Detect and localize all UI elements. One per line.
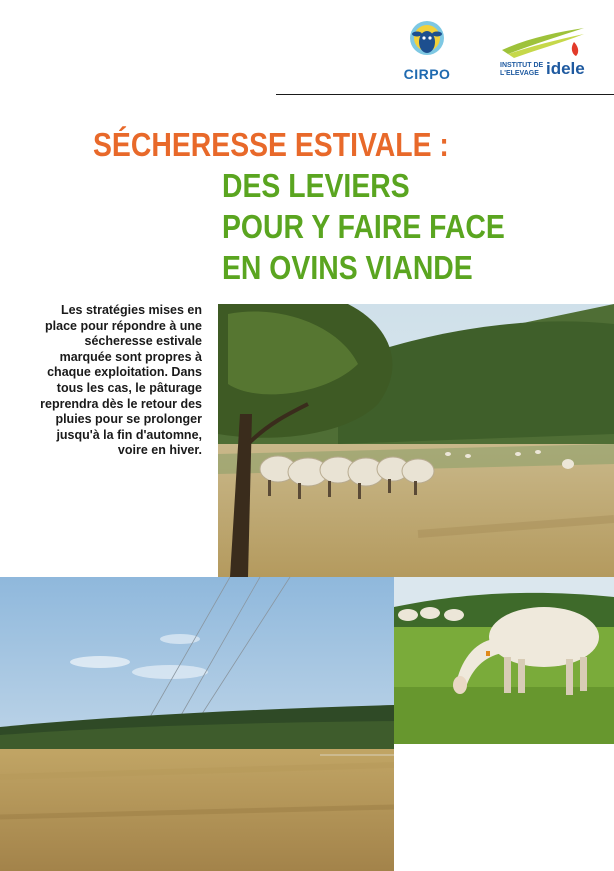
grazing-sheep-photo xyxy=(394,577,614,744)
cirpo-wordmark: CIRPO xyxy=(403,66,451,82)
sheep-face-icon xyxy=(409,20,445,64)
dry-pasture-field-photo xyxy=(0,577,394,871)
idele-institute-label: INSTITUT DE L'ELEVAGE xyxy=(500,62,544,77)
page-title-line-3: POUR Y FAIRE FACE xyxy=(222,208,505,245)
page-title-line-2: DES LEVIERS xyxy=(222,167,410,204)
swoosh-icon xyxy=(498,22,590,62)
idele-logo xyxy=(498,22,590,82)
flock-under-tree-photo xyxy=(218,304,614,577)
header-divider xyxy=(276,94,614,95)
page-title-line-1: SÉCHERESSE ESTIVALE : xyxy=(93,126,449,163)
idele-wordmark: idele xyxy=(546,59,585,78)
cirpo-logo xyxy=(392,20,462,84)
page-title-line-4: EN OVINS VIANDE xyxy=(222,249,473,286)
intro-paragraph: Les stratégies mises en place pour répondre à une sécheresse estivale marquée sont propres à chaque exploitation. Dans tous les cas, le pâturage reprendra dès le retour des pluies pour se prolonger jusqu'à la fin d'automne, voire en hiver. xyxy=(40,303,202,458)
